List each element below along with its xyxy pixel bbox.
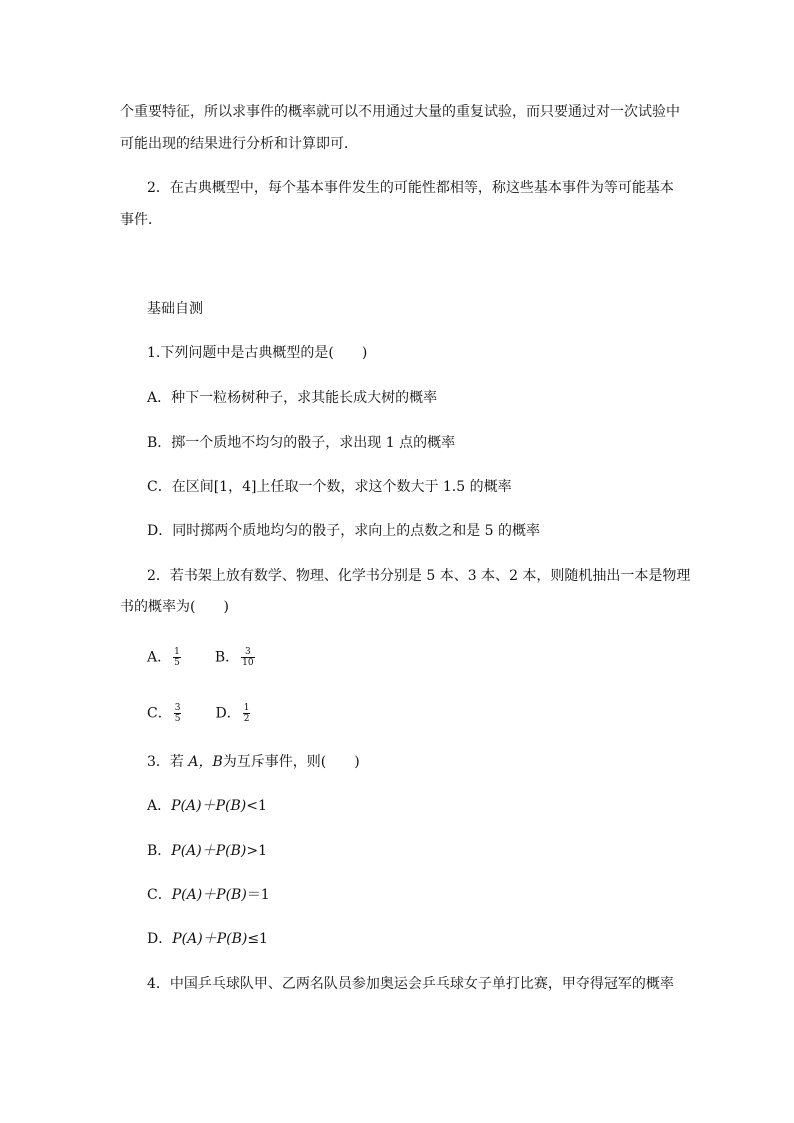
q3-d-relation: ≤1 [247, 931, 268, 947]
q1-stem: 1.下列问题中是古典概型的是( ) [147, 345, 368, 361]
intro-line-2: 可能出现的结果进行分析和计算即可． [120, 136, 358, 152]
section-title: 基础自测 [147, 301, 203, 317]
q1-option-d: D．同时掷两个质地均匀的骰子，求向上的点数之和是 5 的概率 [147, 523, 541, 539]
q3-stem-prefix: 3．若 [147, 754, 189, 770]
q2-option-d-fraction [243, 703, 251, 724]
q3-option-d [147, 929, 268, 949]
q2-b-denominator: 10 [242, 658, 254, 668]
q1-option-a: A．种下一粒杨树种子，求其能长成大树的概率 [147, 390, 438, 406]
q2-b-numerator: 3 [241, 647, 254, 658]
q3-option-b [147, 841, 267, 861]
q3-stem-events: A，B [188, 754, 223, 770]
q3-stem-suffix: 为互斥事件，则( ) [222, 754, 360, 770]
q1-option-c: C．在区间[1，4]上任取一个数，求这个数大于 1.5 的概率 [147, 479, 512, 495]
q2-a-numerator: 1 [174, 647, 180, 657]
q1-option-b: B．掷一个质地不均匀的骰子，求出现 1 点的概率 [147, 435, 456, 451]
q2-stem-line-2: 书的概率为( ) [120, 599, 229, 615]
q2-a-denominator: 5 [174, 658, 180, 668]
q3-b-expression: P(A)＋P(B) [171, 843, 247, 859]
q3-d-label: D． [147, 931, 173, 947]
intro-line-1: 个重要特征，所以求事件的概率就可以不用通过大量的重复试验，而只要通过对一次试验中 [120, 104, 680, 120]
q2-d-denominator: 2 [243, 714, 250, 724]
q2-option-b-fraction [241, 647, 254, 668]
q2-options-row-2 [147, 703, 250, 724]
q3-c-relation: ＝1 [246, 887, 270, 903]
q2-d-numerator: 1 [243, 703, 250, 713]
q3-c-label: C． [147, 887, 172, 903]
q2-option-c-label: C． [147, 705, 172, 722]
q3-a-label: A． [147, 798, 172, 814]
point-2-line-2: 事件． [120, 212, 162, 228]
q3-option-a [147, 796, 267, 816]
q3-b-relation: >1 [246, 843, 268, 859]
q3-a-relation: <1 [246, 798, 267, 814]
q3-c-expression: P(A)＋P(B) [171, 887, 247, 903]
q2-option-a-fraction [173, 647, 181, 668]
q2-options-row-1 [147, 647, 255, 668]
q2-c-numerator: 3 [174, 703, 181, 713]
q3-option-c [147, 885, 270, 905]
q3-stem [147, 752, 360, 772]
q2-option-b-label: B． [214, 649, 240, 666]
q3-b-label: B． [147, 843, 172, 859]
q2-stem-line-1: 2．若书架上放有数学、物理、化学书分别是 5 本、3 本、2 本，则随机抽出一本是物理 [147, 568, 691, 584]
q2-c-denominator: 5 [174, 714, 181, 724]
point-2-line-1: 2．在古典概型中，每个基本事件发生的可能性都相等，称这些基本事件为等可能基本 [147, 180, 674, 196]
q3-a-expression: P(A)＋P(B) [171, 798, 247, 814]
q2-option-d-label: D． [215, 705, 241, 722]
q2-option-a-label: A． [147, 649, 172, 666]
q2-option-c-fraction [174, 703, 182, 724]
q4-stem-line-1: 4．中国乒乓球队甲、乙两名队员参加奥运会乒乓球女子单打比赛，甲夺得冠军的概率 [147, 976, 674, 992]
q3-d-expression: P(A)＋P(B) [172, 931, 248, 947]
